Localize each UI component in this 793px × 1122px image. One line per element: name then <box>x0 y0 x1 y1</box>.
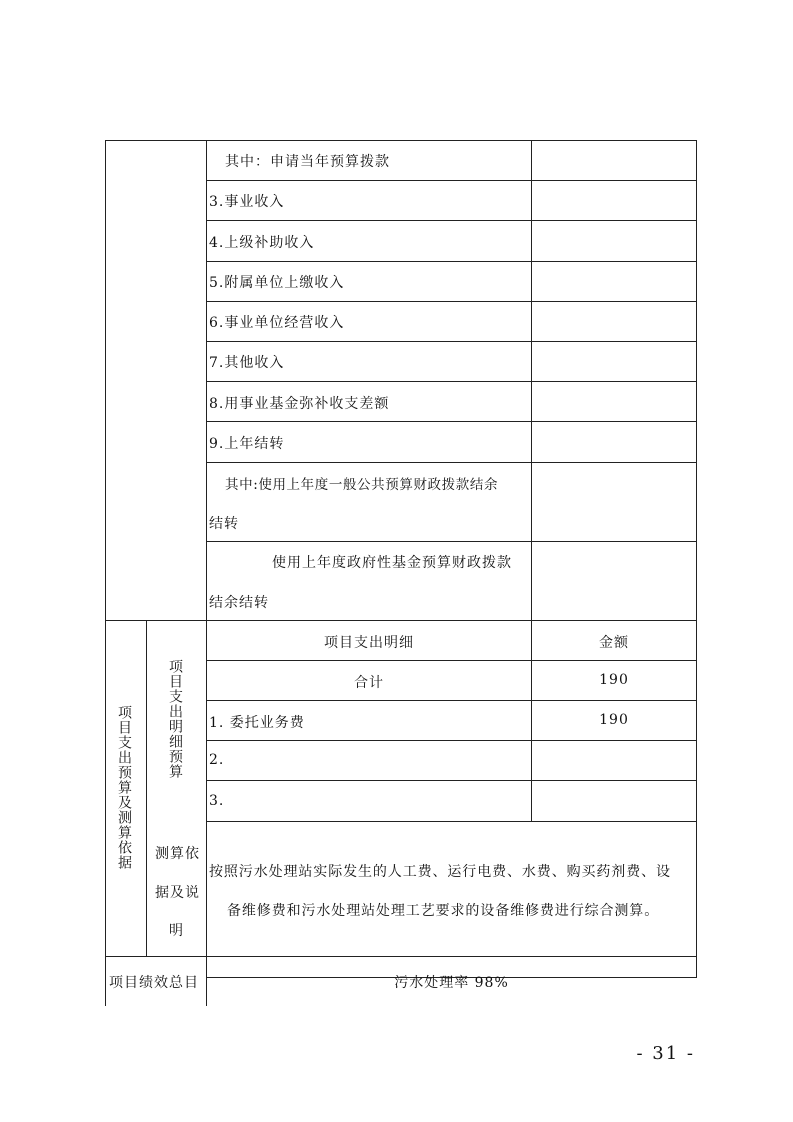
expense-item-label: 3. <box>209 793 225 809</box>
income-row-label: 6.事业单位经营收入 <box>209 315 345 331</box>
income-row-label: 5.附属单位上缴收入 <box>209 275 345 291</box>
section-divider <box>105 956 697 957</box>
expense-item-amount: 190 <box>599 712 629 728</box>
income-row-label: 4.上级补助收入 <box>209 235 315 251</box>
income-row-label: 结转 <box>209 516 239 532</box>
expense-detail-label: 项目支出明细预算 <box>167 659 183 779</box>
basis-label: 据及说 <box>155 885 200 901</box>
performance-value: 污水处理率 98% <box>394 975 509 991</box>
header-amount: 金额 <box>599 635 629 651</box>
income-row-label: 其中:使用上年度一般公共预算财政拨款结余 <box>225 477 499 493</box>
row-divider <box>206 541 697 542</box>
row-divider <box>206 780 697 781</box>
row-divider <box>206 180 697 181</box>
table-border-right <box>696 140 697 978</box>
column-divider-sub <box>146 620 147 956</box>
income-row-label: 使用上年度政府性基金预算财政拨款 <box>272 555 512 571</box>
income-row-label: 结余结转 <box>209 595 269 611</box>
basis-label: 测算依 <box>155 846 200 862</box>
row-divider <box>206 381 697 382</box>
total-label: 合计 <box>354 675 384 691</box>
row-divider <box>206 821 697 822</box>
row-divider <box>206 261 697 262</box>
basis-text: 按照污水处理站实际发生的人工费、运行电费、水费、购买药剂费、设 <box>209 864 671 880</box>
row-divider <box>206 740 697 741</box>
header-detail: 项目支出明细 <box>324 635 414 651</box>
row-divider <box>206 301 697 302</box>
column-divider-main <box>206 140 207 1006</box>
row-divider <box>206 341 697 342</box>
expense-item-label: 1. 委托业务费 <box>209 715 305 731</box>
income-row-label: 9.上年结转 <box>209 436 285 452</box>
row-divider <box>206 220 697 221</box>
income-row-label: 其中：申请当年预算拨款 <box>225 154 390 170</box>
income-row-label: 8.用事业基金弥补收支差额 <box>209 396 390 412</box>
row-divider <box>206 660 697 661</box>
expense-item-label: 2. <box>209 752 225 768</box>
basis-text: 备维修费和污水处理站处理工艺要求的设备维修费进行综合测算。 <box>227 903 660 919</box>
section-divider <box>105 620 697 621</box>
row-divider <box>206 421 697 422</box>
expense-section-label: 项目支出预算及测算依据 <box>116 705 132 870</box>
basis-label: 明 <box>169 923 184 939</box>
table-border-left <box>105 140 106 1006</box>
row-divider <box>206 700 697 701</box>
income-row-label: 7.其他收入 <box>209 355 285 371</box>
row-divider <box>206 462 697 463</box>
page-number: - 31 - <box>636 1043 695 1064</box>
performance-label: 项目绩效总目 <box>109 975 199 991</box>
table-border-top <box>105 140 697 141</box>
total-amount: 190 <box>599 672 629 688</box>
income-row-label: 3.事业收入 <box>209 194 285 210</box>
